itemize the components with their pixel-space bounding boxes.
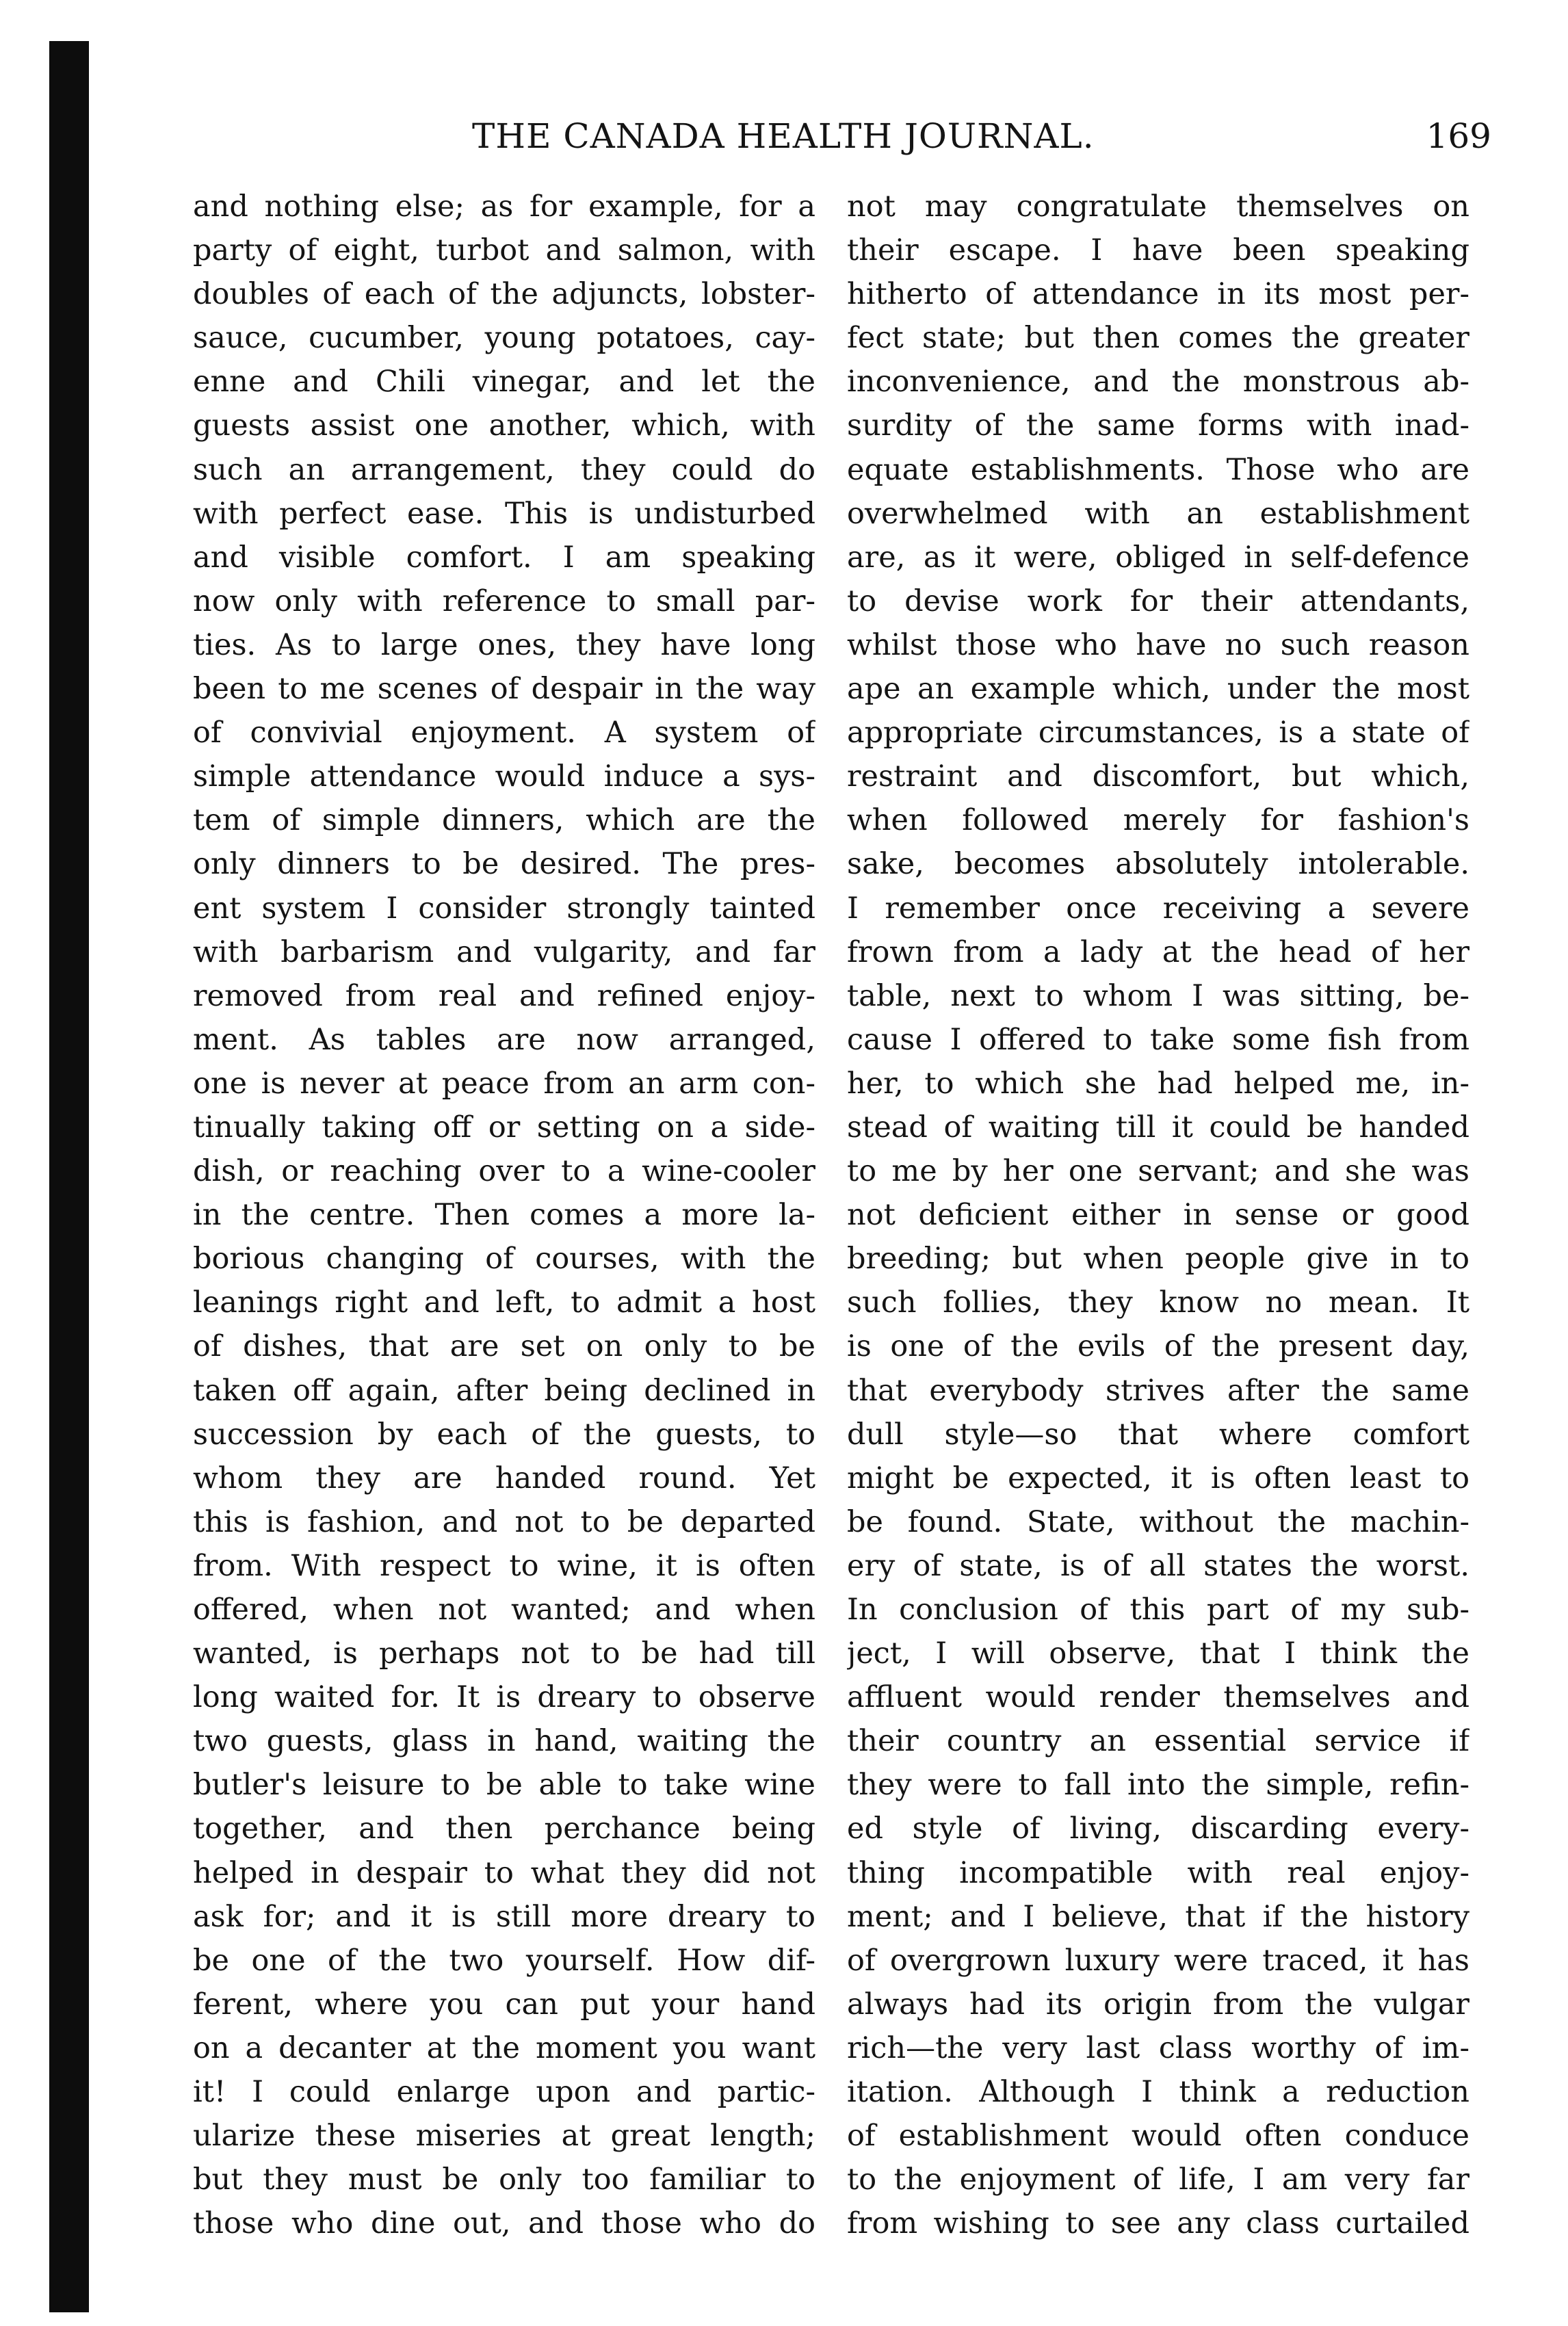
text-line: wanted, is perhaps not to be had till <box>193 1636 815 1671</box>
text-line: equate establishments. Those who are <box>847 452 1469 487</box>
text-line: In conclusion of this part of my sub- <box>847 1593 1469 1627</box>
text-line: leanings right and left, to admit a host <box>193 1285 815 1320</box>
text-line: dull style—so that where comfort <box>847 1417 1469 1452</box>
text-line: ferent, where you can put your hand <box>193 1987 815 2022</box>
text-line: party of eight, turbot and salmon, with <box>193 233 815 268</box>
text-line: doubles of each of the adjuncts, lobster- <box>193 277 815 312</box>
text-line: inconvenience, and the monstrous ab- <box>847 365 1469 400</box>
text-line: appropriate circumstances, is a state of <box>847 716 1469 750</box>
running-head: THE CANADA HEALTH JOURNAL. <box>472 116 1095 156</box>
text-line: and nothing else; as for example, for a <box>193 190 815 224</box>
text-line: enne and Chili vinegar, and let the <box>193 365 815 400</box>
right-text-column <box>847 185 1469 2245</box>
text-line: sake, becomes absolutely intolerable. <box>847 847 1469 882</box>
text-line: I remember once receiving a severe <box>847 891 1469 926</box>
text-line: in the centre. Then comes a more la- <box>193 1198 815 1233</box>
text-line: restraint and discomfort, but which, <box>847 759 1469 794</box>
text-line: whom they are handed round. Yet <box>193 1461 815 1495</box>
text-line: thing incompatible with real enjoy- <box>847 1855 1469 1890</box>
text-line: borious changing of courses, with the <box>193 1242 815 1277</box>
text-line: not may congratulate themselves on <box>847 190 1469 224</box>
page-number: 169 <box>1426 116 1491 156</box>
text-line: ent system I consider strongly tainted <box>193 891 815 926</box>
text-line: of establishment would often conduce <box>847 2119 1469 2154</box>
text-line: always had its origin from the vulgar <box>847 1987 1469 2022</box>
text-line: two guests, glass in hand, waiting the <box>193 1724 815 1759</box>
text-line: helped in despair to what they did not <box>193 1855 815 1890</box>
text-line: tinually taking off or setting on a side- <box>193 1110 815 1145</box>
text-line: only dinners to be desired. The pres- <box>193 847 815 882</box>
text-line: tem of simple dinners, which are the <box>193 803 815 838</box>
text-line: ment; and I believe, that if the history <box>847 1899 1469 1934</box>
text-line: is one of the evils of the present day, <box>847 1329 1469 1364</box>
text-line: guests assist one another, which, with <box>193 408 815 443</box>
text-line: together, and then perchance being <box>193 1812 815 1846</box>
text-line: but they must be only too familiar to <box>193 2162 815 2197</box>
text-line: of convivial enjoyment. A system of <box>193 716 815 750</box>
left-text-column <box>193 185 815 2245</box>
text-line: fect state; but then comes the greater <box>847 321 1469 356</box>
text-line: taken off again, after being declined in <box>193 1373 815 1408</box>
text-line: their escape. I have been speaking <box>847 233 1469 268</box>
text-line: one is never at peace from an arm con- <box>193 1066 815 1101</box>
text-line: ape an example which, under the most <box>847 672 1469 707</box>
text-line: whilst those who have no such reason <box>847 627 1469 662</box>
text-line: succession by each of the guests, to <box>193 1417 815 1452</box>
text-line: with perfect ease. This is undisturbed <box>193 496 815 531</box>
text-line: not deficient either in sense or good <box>847 1198 1469 1233</box>
text-line: her, to which she had helped me, in- <box>847 1066 1469 1101</box>
text-line: removed from real and refined enjoy- <box>193 978 815 1013</box>
text-line: simple attendance would induce a sys- <box>193 759 815 794</box>
text-line: butler's leisure to be able to take wine <box>193 1768 815 1803</box>
text-line: their country an essential service if <box>847 1724 1469 1759</box>
text-line: surdity of the same forms with inad- <box>847 408 1469 443</box>
text-line: rich—the very last class worthy of im- <box>847 2030 1469 2065</box>
text-line: ed style of living, discarding every- <box>847 1812 1469 1846</box>
text-line: ties. As to large ones, they have long <box>193 627 815 662</box>
text-line: dish, or reaching over to a wine-cooler <box>193 1154 815 1189</box>
text-line: long waited for. It is dreary to observe <box>193 1680 815 1715</box>
text-line: offered, when not wanted; and when <box>193 1593 815 1627</box>
text-line: of overgrown luxury were traced, it has <box>847 1943 1469 1978</box>
text-line: such follies, they know no mean. It <box>847 1285 1469 1320</box>
text-line: might be expected, it is often least to <box>847 1461 1469 1495</box>
text-line: stead of waiting till it could be handed <box>847 1110 1469 1145</box>
text-line: frown from a lady at the head of her <box>847 935 1469 969</box>
text-line: to me by her one servant; and she was <box>847 1154 1469 1189</box>
text-line: on a decanter at the moment you want <box>193 2030 815 2065</box>
text-line: from wishing to see any class curtailed <box>847 2206 1469 2241</box>
text-line: been to me scenes of despair in the way <box>193 672 815 707</box>
text-line: to devise work for their attendants, <box>847 584 1469 618</box>
text-line: itation. Although I think a reduction <box>847 2075 1469 2110</box>
text-line: with barbarism and vulgarity, and far <box>193 935 815 969</box>
text-line: when followed merely for fashion's <box>847 803 1469 838</box>
text-line: such an arrangement, they could do <box>193 452 815 487</box>
text-line: they were to fall into the simple, refin- <box>847 1768 1469 1803</box>
text-line: are, as it were, obliged in self-defence <box>847 540 1469 575</box>
text-line: to the enjoyment of life, I am very far <box>847 2162 1469 2197</box>
text-line: ery of state, is of all states the worst. <box>847 1548 1469 1583</box>
text-line: be found. State, without the machin- <box>847 1504 1469 1539</box>
text-line: affluent would render themselves and <box>847 1680 1469 1715</box>
text-line: now only with reference to small par- <box>193 584 815 618</box>
text-line: hitherto of attendance in its most per- <box>847 277 1469 312</box>
text-line: sauce, cucumber, young potatoes, cay- <box>193 321 815 356</box>
text-line: those who dine out, and those who do <box>193 2206 815 2241</box>
text-line: from. With respect to wine, it is often <box>193 1548 815 1583</box>
text-line: and visible comfort. I am speaking <box>193 540 815 575</box>
text-line: ask for; and it is still more dreary to <box>193 1899 815 1934</box>
text-line: cause I offered to take some fish from <box>847 1022 1469 1057</box>
text-line: ject, I will observe, that I think the <box>847 1636 1469 1671</box>
text-line: be one of the two yourself. How dif- <box>193 1943 815 1978</box>
text-line: of dishes, that are set on only to be <box>193 1329 815 1364</box>
text-line: ment. As tables are now arranged, <box>193 1022 815 1057</box>
text-line: this is fashion, and not to be departed <box>193 1504 815 1539</box>
binding-edge-shadow <box>49 41 89 2312</box>
text-line: it! I could enlarge upon and partic- <box>193 2075 815 2110</box>
text-line: table, next to whom I was sitting, be- <box>847 978 1469 1013</box>
text-line: overwhelmed with an establishment <box>847 496 1469 531</box>
text-line: breeding; but when people give in to <box>847 1242 1469 1277</box>
text-line: ularize these miseries at great length; <box>193 2119 815 2154</box>
text-line: that everybody strives after the same <box>847 1373 1469 1408</box>
page-header <box>192 116 1512 171</box>
